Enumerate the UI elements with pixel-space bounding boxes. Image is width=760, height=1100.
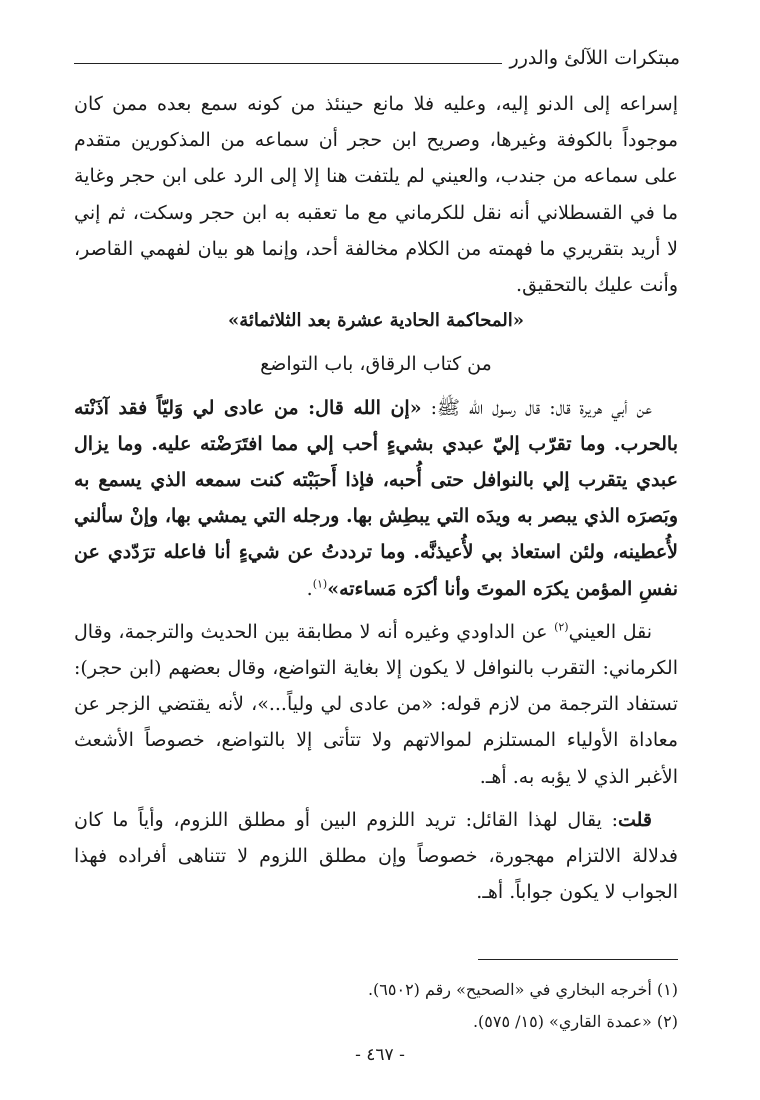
spacer xyxy=(74,795,678,802)
hadith-paragraph xyxy=(74,390,678,607)
response-label: قلت xyxy=(617,808,652,831)
hadith-intro: عن أبي هريرة قال: قال رسول الله ﷺ: xyxy=(421,396,652,419)
spacer xyxy=(74,383,678,390)
commentary-start: نقل العيني xyxy=(568,620,652,643)
main-text xyxy=(74,86,678,910)
section-heading: «المحاكمة الحادية عشرة بعد الثلاثمائة» xyxy=(228,310,524,332)
footnote-marker: (١) xyxy=(312,577,328,591)
commentary-paragraph xyxy=(74,614,678,795)
page-number: - ٤٦٧ - xyxy=(355,1045,405,1065)
hadith-end: . xyxy=(306,577,313,600)
hadith-text: «إن الله قال: من عادى لي وَليّاً فقد آذَنْته بالحرب. وما تقرّب إليّ عبدي بشيءٍ أحب إلي مما افتَرَضْته عليه. وما يزال عبدي يتقرب إلي بالنوافل حتى أُحبه، فإذا أَحبَبْته كنت سمعه الذي يسمع به وبَصرَه الذي يبصر به ويدَه التي يبطِش بها. ورجله التي يمشي بها، وإنْ سألني لأُعطينه، ولئن استعاذ بي لأُعيذنَّه. وما ترددتُ عن شيءٍ أنا فاعله ترَدّدي عن نفسِ المؤمن يكرَه الموتَ وأنا أكرَه مَساءته» xyxy=(74,396,678,600)
book-title: مبتكرات اللآلئ والدرر xyxy=(509,47,680,69)
footnote-marker: (٢) xyxy=(554,620,569,634)
commentary-text: عن الداودي وغيره أنه لا مطابقة بين الحديث والترجمة، وقال الكرماني: التقرب بالنوافل لا يكون إلا بغاية التواضع، وقال بعضهم (ابن حجر): تستفاد الترجمة من لازم قوله: «من عادى لي ولياً...»، لأنه يقتضي الزجر عن معاداة الأولياء المستلزم لموالاتهم ولا تتأتى إلا بالتواضع، خصوصاً الأشعث الأغبر الذي لا يؤبه به. أهـ. xyxy=(74,620,678,788)
spacer xyxy=(74,339,678,346)
response-paragraph xyxy=(74,802,678,911)
footnote-2: (٢) «عمدة القاري» (١٥/ ٥٧٥). xyxy=(472,1012,678,1031)
footnote-1: (١) أخرجه البخاري في «الصحيح» رقم (٦٥٠٢). xyxy=(367,980,678,999)
response-text: : يقال لهذا القائل: تريد اللزوم البين أو مطلق اللزوم، وأياً ما كان فدلالة الالتزام مهجورة، خصوصاً وإن مطلق اللزوم لا تتناهى أفراده فهذا الجواب لا يكون جواباً. أهـ. xyxy=(74,808,678,904)
running-header xyxy=(74,36,680,70)
spacer xyxy=(74,607,678,614)
footnotes xyxy=(74,974,678,1038)
header-rule xyxy=(74,63,502,64)
chapter-title: من كتاب الرقاق، باب التواضع xyxy=(260,353,492,376)
footnote-separator xyxy=(478,959,678,960)
paragraph-continuation: إسراعه إلى الدنو إليه، وعليه فلا مانع حينئذ من كونه سمع بعده ممن كان موجوداً بالكوفة وغيرها، وصريح ابن حجر أن سماعه من المذكورين متقدم على سماعه من جندب، والعيني لم يلتفت هنا إلا إلى الرد على ابن حجر وغاية ما في القسطلاني أنه نقل للكرماني مع ما تعقبه به ابن حجر وسكت، ثم إني لا أريد بتقريري ما فهمته من الكلام مخالفة أحد، وإنما هو بيان لفهمي القاصر، وأنت عليك بالتحقيق. xyxy=(74,93,678,297)
